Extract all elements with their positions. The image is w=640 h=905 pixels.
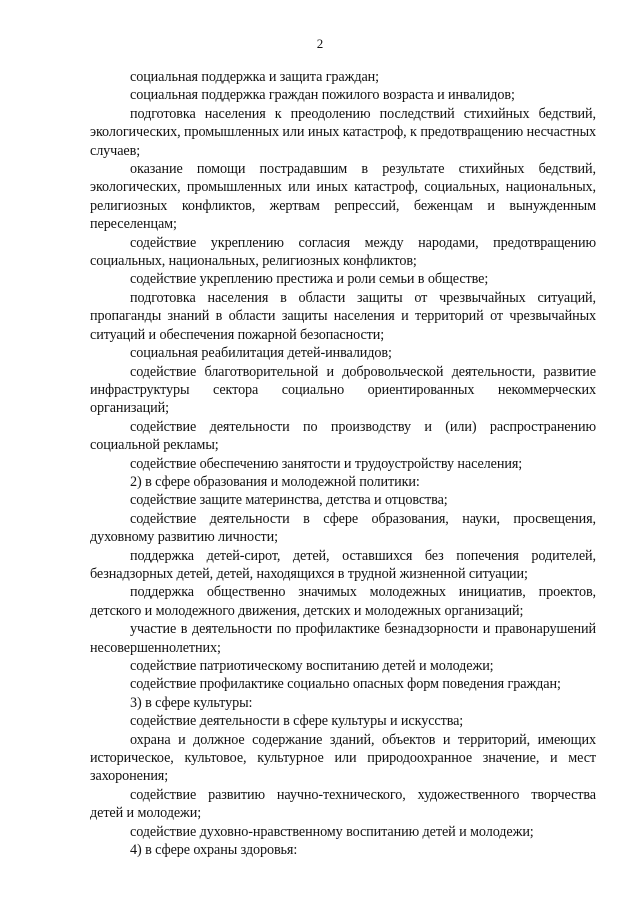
- paragraph: содействие деятельности в сфере образования, науки, просвещения, духовному развитию личности;: [90, 510, 596, 546]
- paragraph: содействие укреплению престижа и роли семьи в обществе;: [130, 271, 489, 288]
- paragraph: содействие защите материнства, детства и отцовства;: [130, 492, 448, 509]
- paragraph: социальная поддержка и защита граждан;: [130, 69, 379, 85]
- paragraph: содействие обеспечению занятости и трудоустройству населения;: [130, 455, 523, 472]
- paragraph: содействие деятельности по производству и (или) распространению социальной рекламы;: [90, 418, 596, 454]
- paragraph: поддержка общественно значимых молодежных инициатив, проектов, детского и молодежного движения, детских и молодежных организаций;: [90, 584, 596, 619]
- paragraph: подготовка населения в области защиты от чрезвычайных ситуаций, пропаганды знаний в области защиты населения и территорий от чрезвычайных ситуаций и обеспечения пожарной безопасности;: [90, 289, 596, 343]
- paragraph: содействие развитию научно-технического, художественного творчества детей и молодежи;: [90, 786, 596, 822]
- paragraph: содействие патриотическому воспитанию детей и молодежи;: [130, 658, 494, 674]
- document-body: [90, 68, 596, 859]
- paragraph: участие в деятельности по профилактике безнадзорности и правонарушений несовершеннолетних;: [90, 621, 596, 656]
- page-number: 2: [316, 36, 324, 51]
- paragraph: содействие благотворительной и добровольческой деятельности, развитие инфраструктуры сектора социально ориентированных некоммерческих организаций;: [90, 363, 596, 417]
- paragraph: содействие деятельности в сфере культуры и искусства;: [130, 713, 464, 730]
- paragraph: оказание помощи пострадавшим в результате стихийных бедствий, экологических, промышленных или иных катастроф, социальных, национальных, религиозных конфликтов, жертвам репрессий, беженцам и вынужденным переселенцам;: [90, 161, 596, 233]
- section-heading: 4) в сфере охраны здоровья:: [130, 842, 298, 859]
- section-heading: 2) в сфере образования и молодежной политики:: [130, 473, 420, 490]
- paragraph: социальная поддержка граждан пожилого возраста и инвалидов;: [130, 87, 515, 104]
- paragraph: социальная реабилитация детей-инвалидов;: [130, 345, 392, 362]
- paragraph: охрана и должное содержание зданий, объектов и территорий, имеющих историческое, культовое, культурное или природоохранное значение, и мест захоронения;: [90, 731, 596, 785]
- paragraph: содействие духовно-нравственному воспитанию детей и молодежи;: [130, 823, 534, 840]
- paragraph: подготовка населения к преодолению последствий стихийных бедствий, экологических, промышленных или иных катастроф, к предотвращению несчастных случаев;: [90, 105, 596, 159]
- section-heading: 3) в сфере культуры:: [130, 694, 253, 711]
- paragraph: содействие профилактике социально опасных форм поведения граждан;: [130, 676, 561, 693]
- paragraph: поддержка детей-сирот, детей, оставшихся без попечения родителей, безнадзорных детей, детей, находящихся в трудной жизненной ситуации;: [90, 547, 596, 582]
- paragraph: содействие укреплению согласия между народами, предотвращению социальных, национальных, религиозных конфликтов;: [90, 234, 596, 270]
